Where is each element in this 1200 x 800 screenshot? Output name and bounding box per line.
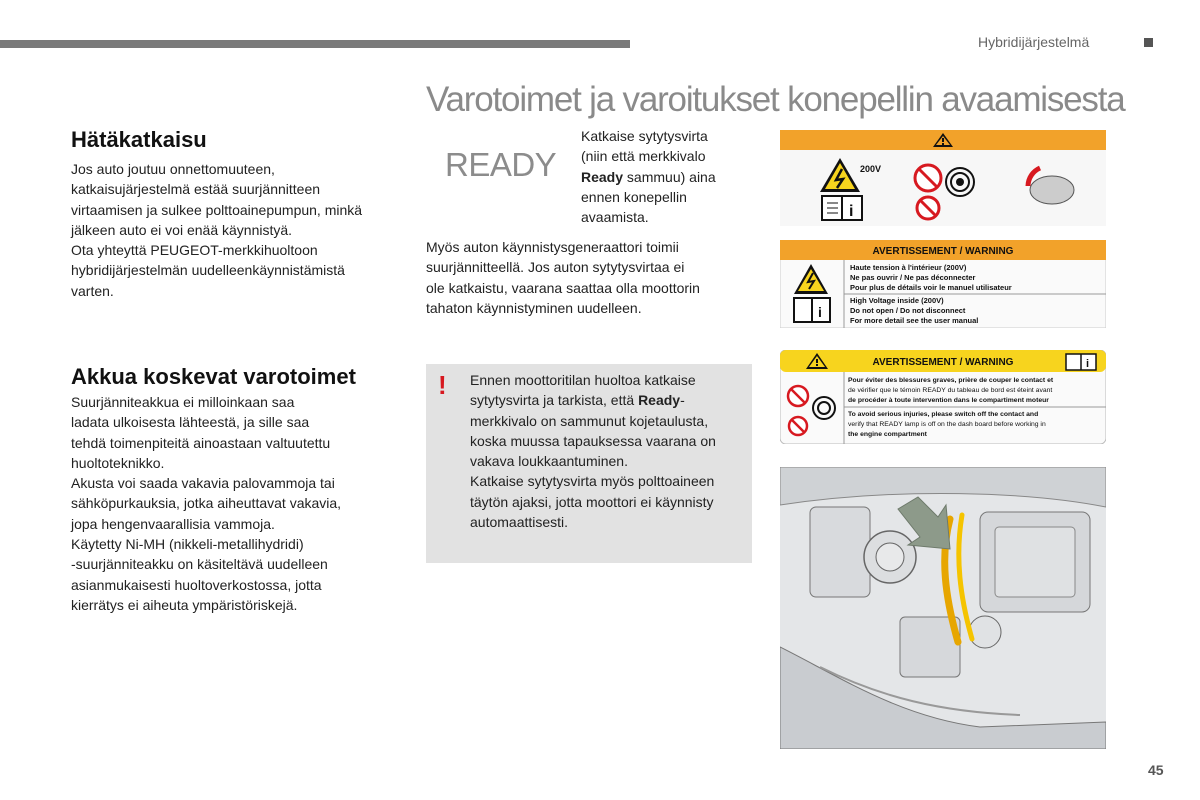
text-span: - <box>680 392 685 409</box>
text-line: tehdä toimenpiteitä ainoastaan valtuutettu <box>71 434 331 451</box>
text-line: Käytetty Ni-MH (nikkeli-metallihydridi) <box>71 536 304 553</box>
text-line: sähköpurkauksia, jotka aiheuttavat vakavia, <box>71 495 342 512</box>
ready-instruction <box>581 126 741 227</box>
text-line: merkkivalo on sammunut kojetaulusta, <box>470 412 709 429</box>
label-header-text: AVERTISSEMENT / WARNING <box>872 357 1014 368</box>
text-line: Katkaise sytytysvirta <box>581 128 708 144</box>
ready-bold: Ready <box>638 392 681 409</box>
warning-label-injuries <box>780 350 1106 444</box>
coil-icon <box>946 168 974 196</box>
header-bar <box>0 40 630 48</box>
engine-drawing <box>780 467 1106 749</box>
text-line: Jos auto joutuu onnettomuuteen, <box>71 161 275 177</box>
text-line: automaattisesti. <box>470 514 569 531</box>
svg-text:i: i <box>818 304 822 320</box>
text-line: Myös auton käynnistysgeneraattori toimii <box>426 239 679 255</box>
text-line: koska muussa tapauksessa vaarana on <box>470 432 716 449</box>
text-line: avaamista. <box>581 209 649 226</box>
label-header-text: AVERTISSEMENT / WARNING <box>872 246 1014 257</box>
text-line: Suurjänniteakkua ei milloinkaan saa <box>71 394 295 410</box>
text-span: sammuu) aina <box>623 168 716 185</box>
text-line: ladata ulkoisesta lähteestä, ja sille saa <box>71 414 310 431</box>
label-line: Pour éviter des blessures graves, prière de couper le contact et <box>848 377 1054 384</box>
page-title: Varotoimet ja varoitukset konepellin avaamisesta <box>426 80 1125 119</box>
text-line: -suurjänniteakku on käsiteltävä uudelleen <box>71 556 328 573</box>
emergency-body <box>71 159 396 301</box>
text-line: jälkeen auto ei voi enää käynnistyä. <box>71 221 293 238</box>
text-line: katkaisujärjestelmä estää suurjännitteen <box>71 181 321 198</box>
warning-text <box>470 370 746 532</box>
label-pictograms-graphic <box>780 130 1106 226</box>
text-line: huoltoteknikko. <box>71 454 165 471</box>
emergency-section <box>71 127 396 301</box>
label-line: Pour plus de détails voir le manuel utilisateur <box>850 283 1012 292</box>
svg-text:i: i <box>849 203 854 220</box>
text-span: sytytysvirta ja tarkista, että <box>470 392 639 409</box>
text-line: ole katkaistu, vaarana saattaa olla moottorin <box>426 279 700 296</box>
engine-compartment-illustration <box>780 467 1106 749</box>
label-line: High Voltage inside (200V) <box>850 296 944 305</box>
voltage-text: 200V <box>860 164 882 174</box>
text-line <box>581 167 741 187</box>
text-line: vakava loukkaantuminen. <box>470 453 628 470</box>
manual-book-icon <box>822 196 862 220</box>
section-label: Hybridijärjestelmä <box>978 34 1090 50</box>
label-voltage-graphic <box>780 240 1106 328</box>
label-line: For more detail see the user manual <box>850 316 979 325</box>
text-line: täytön ajaksi, jotta moottori ei käynnisty <box>470 493 714 510</box>
exclamation-icon: ! <box>438 370 447 400</box>
emergency-heading: Hätäkatkaisu <box>71 127 207 152</box>
text-line: Katkaise sytytysvirta myös polttoaineen <box>470 473 715 490</box>
ready-indicator-logo: READY <box>445 146 557 183</box>
label-line: the engine compartment <box>848 431 927 438</box>
battery-section <box>71 364 396 615</box>
text-line <box>470 390 746 410</box>
svg-text:i: i <box>1086 358 1090 370</box>
ready-bold: Ready <box>581 168 624 185</box>
text-line: varten. <box>71 282 114 299</box>
text-line: suurjännitteellä. Jos auton sytytysvirtaa ei <box>426 259 685 276</box>
text-line: kierrätys ei aiheuta ympäristöriskejä. <box>71 596 298 613</box>
label-injuries-graphic <box>780 350 1106 444</box>
text-line: jopa hengenvaarallisia vammoja. <box>71 515 275 532</box>
label-line: Do not open / Do not disconnect <box>850 306 966 315</box>
label-line: de procéder à toute intervention dans le compartiment moteur <box>848 397 1049 404</box>
label-line: Haute tension à l'intérieur (200V) <box>850 263 967 272</box>
text-line: tahaton käynnistyminen uudelleen. <box>426 299 642 316</box>
label-line: To avoid serious injuries, please switch off the contact and <box>848 411 1039 418</box>
manual-book-icon <box>794 298 830 322</box>
section-marker <box>1144 38 1153 47</box>
label-line: Ne pas ouvrir / Ne pas déconnecter <box>850 273 976 282</box>
text-line: Ota yhteyttä PEUGEOT-merkkihuoltoon <box>71 242 318 259</box>
text-line: ennen konepellin <box>581 188 687 205</box>
text-line: (niin että merkkivalo <box>581 148 706 165</box>
warning-label-high-voltage <box>780 240 1106 328</box>
text-line: hybridijärjestelmän uudelleenkäynnistämistä <box>71 262 345 279</box>
page-number: 45 <box>1148 762 1164 778</box>
text-line: asianmukaisesti huoltoverkostossa, jotta <box>71 576 322 593</box>
text-line: Ennen moottoritilan huoltoa katkaise <box>470 372 696 388</box>
text-line: virtaamisen ja sulkee polttoainepumpun, minkä <box>71 201 363 218</box>
label-line: verify that READY lamp is off on the dash board before working in <box>848 421 1046 428</box>
battery-heading: Akkua koskevat varotoimet <box>71 364 356 389</box>
warning-label-pictograms <box>780 130 1106 226</box>
manual-book-icon <box>1066 354 1096 370</box>
label-line: de vérifier que le témoin READY du tableau de bord est éteint avant <box>848 387 1053 394</box>
generator-note <box>426 237 741 318</box>
text-line: Akusta voi saada vakavia palovammoja tai <box>71 475 335 492</box>
battery-body <box>71 392 396 615</box>
